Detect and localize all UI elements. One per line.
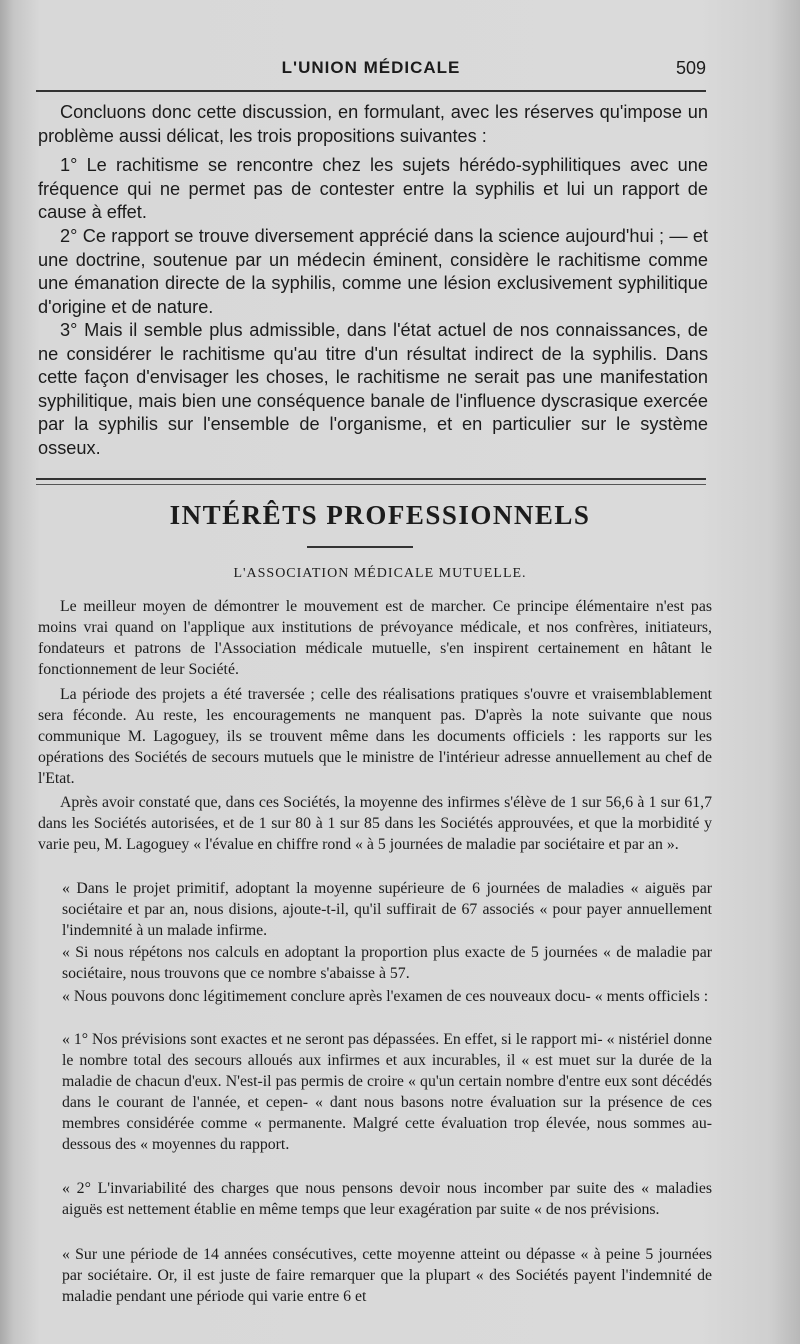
- article-paragraph: Le meilleur moyen de démontrer le mouvement est de marcher. Ce principe élémentaire n'est pas moins vrai quand on l'applique aux institutions de prévoyance médicale, et nos confrères, initiateurs, fondateurs et patrons de l'Association médicale mutuelle, s'en inspirent certainement en hâtant le fonctionnement de leur Société.: [38, 598, 712, 679]
- conclusion-paragraph: 3° Mais il semble plus admissible, dans l'état actuel de nos connaissances, de ne considérer le rachitisme qu'au titre d'un résultat indirect de la syphilis. Dans cette façon d'envisager les choses, le rachitisme ne serait pas une manifestation syphilitique, mais bien une conséquence banale de l'influence dyscrasique exercée par la syphilis sur l'ensemble de l'organisme, et en particulier sur le système osseux.: [38, 320, 708, 458]
- title-rule: [307, 546, 413, 548]
- section-title: INTÉRÊTS PROFESSIONNELS: [169, 500, 591, 530]
- quoted-paragraph: « Sur une période de 14 années consécutives, cette moyenne atteint ou dépasse « à peine 5 journées par sociétaire. Or, il est juste de faire remarquer que la plupart « des Sociétés payent l'indemnité de maladie pendant une période qui varie entre 6 et: [62, 1246, 712, 1306]
- header-rule: [36, 90, 706, 92]
- quoted-paragraph: « Nous pouvons donc légitimement conclure après l'examen de ces nouveaux docu- « ments officiels :: [62, 988, 709, 1005]
- conclusion-paragraph: Concluons donc cette discussion, en formulant, avec les réserves qu'impose un problème aussi délicat, les trois propositions suivantes :: [38, 102, 708, 146]
- conclusion-paragraph: 1° Le rachitisme se rencontre chez les sujets hérédo-syphilitiques avec une fréquence qui ne permet pas de contester entre la syphilis et lui un rapport de cause à effet.: [38, 155, 708, 222]
- section-separator: [36, 478, 706, 480]
- quoted-paragraph: « 2° L'invariabilité des charges que nous pensons devoir nous incomber par suite des « maladies aiguës est nettement établie en même temps que leur exagération par suite « de nos prévisions.: [62, 1180, 712, 1219]
- page-header: [36, 58, 706, 86]
- quoted-paragraph: « 1° Nos prévisions sont exactes et ne seront pas dépassées. En effet, si le rapport mi- « nistériel donne le nombre total des secours alloués aux infirmes et aux incurables, il « est muet sur la durée de la maladie de chacun d'eux. N'est-il pas permis de croire « qu'un certain nombre d'entre eux sont décédés dans le courant de l'année, et cepen- « dant nous basons notre évaluation sur la présence de ces membres considérée comme « permanente. Malgré cette évaluation trop élevée, nous sommes au-dessous des « moyennes du rapport.: [62, 1031, 712, 1154]
- quoted-paragraph: « Dans le projet primitif, adoptant la moyenne supérieure de 6 journées de maladies « aiguës par sociétaire et par an, nous disions, ajoute-t-il, qu'il suffirait de 67 associés « pour payer annuellement l'indemnité à un malade infirme.: [62, 880, 712, 940]
- conclusion-paragraph: 2° Ce rapport se trouve diversement apprécié dans la science aujourd'hui ; — et une doctrine, soutenue par un médecin éminent, considère le rachitisme comme une émanation directe de la syphilis, comme une lésion exclusivement syphilitique d'origine et de nature.: [38, 226, 708, 317]
- page-number: 509: [675, 58, 706, 78]
- article-paragraph: Après avoir constaté que, dans ces Sociétés, la moyenne des infirmes s'élève de 1 sur 56,6 à 1 sur 61,7 dans les Sociétés autorisées, et de 1 sur 80 à 1 sur 85 dans les Sociétés approuvées, et que la morbidité y varie peu, M. Lagoguey « l'évalue en chiffre rond « à 5 journées de maladie par sociétaire et par an ».: [38, 794, 712, 854]
- article-title: L'ASSOCIATION MÉDICALE MUTUELLE.: [233, 566, 527, 581]
- article-paragraph: La période des projets a été traversée ; celle des réalisations pratiques s'ouvre et vraisemblablement sera féconde. Au reste, les encouragements ne manquent pas. D'après la note suivante que nous communique M. Lagoguey, ils se trouvent même dans les documents officiels : les rapports sur les opérations des Sociétés de secours mutuels que le ministre de l'intérieur adresse annuellement au chef de l'Etat.: [38, 686, 712, 788]
- running-title: L'UNION MÉDICALE: [281, 58, 461, 77]
- section-separator: [36, 484, 706, 485]
- quoted-paragraph: « Si nous répétons nos calculs en adoptant la proportion plus exacte de 5 journées « de maladie par sociétaire, nous trouvons que ce nombre s'abaisse à 57.: [62, 944, 712, 983]
